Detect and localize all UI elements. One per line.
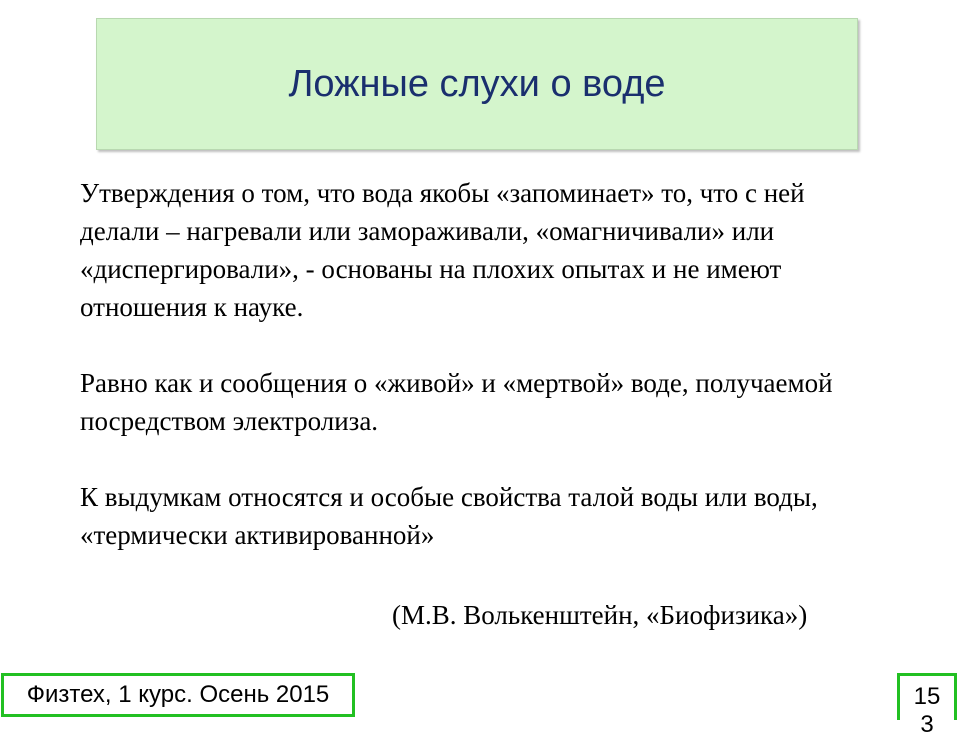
paragraph-melt-water: К выдумкам относятся и особые свойства талой воды или воды, «термически активированной» [80, 482, 818, 550]
page-number-box [897, 673, 957, 738]
paragraph-living-dead-water: Равно как и сообщения о «живой» и «мертвой» воде, получаемой посредством электролиза. [80, 368, 833, 436]
slide-title: Ложные слухи о воде [288, 62, 666, 105]
paragraph-memory-claims: Утверждения о том, что вода якобы «запоминает» то, что с ней делали – нагревали или замораживали, «омагничивали» или «диспергировали», - основаны на плохих опытах и не имеют отношения к науке. [80, 178, 805, 322]
footer-course-text: Физтех, 1 курс. Осень 2015 [26, 681, 330, 708]
page-number-overflow: 3 [920, 711, 934, 738]
citation: (М.В. Волькенштейн, «Биофизика») [392, 600, 808, 630]
slide-body [80, 174, 890, 592]
page-number: 15 [913, 683, 941, 710]
footer-course-label [1, 673, 355, 717]
slide-title-box [96, 18, 858, 150]
